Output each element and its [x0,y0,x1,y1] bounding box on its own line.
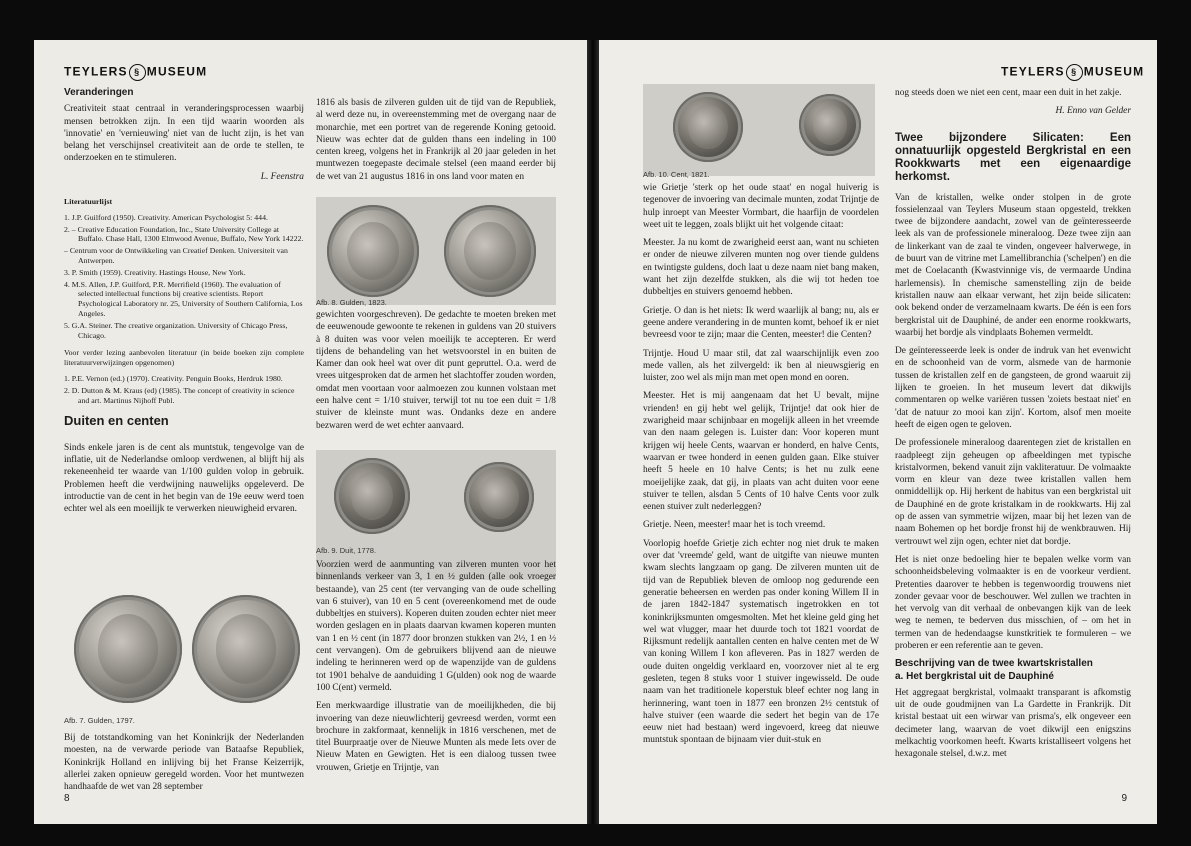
right-page [599,40,1157,824]
cent-1821-obverse-image [673,92,743,162]
article-title: Duiten en centen [64,413,169,429]
reference-item: 4. M.S. Allen, J.P. Guilford, P.R. Merrifield (1960). The evaluation of selected intellectual functions bij creative scientists. Report Psychological Laboratory nr. 25, University of Southern California, Los Angeles. [64,279,303,319]
article-paragraph: Het aggregaat bergkristal, volmaakt transparant is afkomstig uit de oude goudmijnen van La Gardette in Frankrijk. Dit kristal bestaat uit een wirwar van prisma's, elk ongeveer een decimeter lang, waarvan de voet dikwijl een enigszins melkachtig voorkomen heeft. Kwarts kristalliseert volgens het hexagonale stelsel, d.w.z. met [895,687,1131,760]
dialogue-paragraph: Grietje. Neen, meester! maar het is toch vreemd. [643,520,826,531]
gulden-1797-reverse-image [192,595,300,703]
dialogue-paragraph: Grietje. O dan is het niets: Ik werd waarlijk al bang; nu, als er geene andere verandering in de munten komt, behoef ik er niet bevreesd voor te zijn; maar die Centen, meester! die Centen? [643,305,879,341]
left-column [64,87,304,522]
logo-emblem-icon: § [1066,64,1083,81]
reference-item: 1. J.P. Guilford (1950). Creativity. American Psychologist 5: 444. [64,212,268,222]
section-title: Veranderingen [64,87,134,98]
reference-list [64,213,304,341]
reference-item: – Centrum voor de Ontwikkeling van Creatief Denken. Universiteit van Antwerpen. [64,246,288,266]
article-paragraph: wie Grietje 'sterk op het oude staat' en nogal huiverig is tegenover de invoering van decimale munten, zodat Trijntje de hulp inroept van Meester Vormbart, die haarfijn de voordelen weet uit te leggen, zoals blijkt uit het volgende citaat: [643,183,879,230]
subheading: a. Het bergkristal uit de Dauphiné [895,670,1054,682]
article-paragraph: Voorzien werd de aanmunting van zilveren munten voor het binnenlands verkeer van 3, 1 en ½ gulden (alle ook vroeger bestaande), van 25 cent (ter vervanging van de oude schelling van 6 stuiver), van 10 en 5 cent (overeenkomend met de oude dubbeltjes en stuivers). Koperen duiten zouden echter niet meer worden geslagen en in plaats daarvan kwamen koperen munten van 1 en ½ cent (in 1877 door bronzen stukken van 2½, 1 en ½ cent vervangen). Om de gebruikers blijvend aan de nieuwe indeling te herinneren werd op de wapenzijde van de guldens tot 1901 behalve de aanduiding 1 G(ulden) ook nog de waarde 100 C(ent) vermeld. [316,560,556,693]
figure-9-caption: Afb. 9. Duit, 1778. [316,546,377,555]
duit-1778-reverse-image [464,462,534,532]
further-reading-item: 2. D. Dutton & M. Kraus (ed) (1985). The concept of creativity in science and art. Martinus Nijhoff Publ. [64,385,295,405]
author-signature: L. Feenstra [260,171,304,182]
article-paragraph: Sinds enkele jaren is de cent als muntstuk, tengevolge van de inflatie, uit de Nederlandse omloop verdwenen, al blijft hij als rekeneenheid ter waarde van 1/100 gulden volop in gebruik. Problemen heeft die verdwijning nauwelijks opgeleverd. De introductie van de cent in het begin van de 19e eeuw werd toen echter wel als een moeilijk te verwerken nieuwigheid ervaren. [64,442,304,515]
gulden-1823-portrait-image [327,205,419,297]
right-column-middle [316,309,556,438]
article-paragraph: nog steeds doen we niet een cent, maar een duit in het zakje. [895,88,1122,98]
dialogue-paragraph: Meester. Het is mij aangenaam dat het U bevalt, mijne vrienden! en gij hebt wel gelijk, Trijntje! dat ook hier de zwarigheid maar schijnbaar en mogelijk alleen in het vreemde van den naam gelegen is. Luister dan: Voor koperen munt krijgen wij heele Cents, waarvan er honderd, en halve Cents, waarvan er twee honderd in eenen gulden gaan. Elke stuiver heeft 5 heele en 10 halve Cents; is het nu zulk eene moeijelijke zaak, dat gij, in plaats van acht duiten voor eene stuiver te tellen, alsdan 5 Cents of 10 halve Cents voor zulk eenen stuiver zult nederleggen? [643,391,879,513]
gulden-1823-arms-image [444,205,536,297]
figure-10-caption: Afb. 10. Cent, 1821. [643,170,710,179]
figure-8-caption: Afb. 8. Gulden, 1823. [316,298,387,307]
gulden-1797-obverse-image [74,595,182,703]
article-paragraph: De geïnteresseerde leek is onder de indruk van het evenwicht en de schoonheid van de vorm, alsmede van de harmonie tussen de kristallen zelf en de gangsteen, de grond waaruit zij lijken te groeien. In het museum levert dat dikwijls commentaren op welke variëren tussen 'zoiets bestaat niet' en 'dat de natuur zo mooi kan zijn'. Kortom, alsof men moeite heeft de eigen ogen te geloven. [895,346,1131,430]
article-paragraph: Bij de totstandkoming van het Koninkrijk der Nederlanden moesten, na de verwarde periode van Bataafse Republiek, Koninkrijk Holland en inlijving bij het Franse Keizerrijk, allerlei zaken opnieuw geregeld worden. Voor het muntwezen handhaafde de wet van 28 september [64,733,304,793]
left-page [34,40,587,824]
article-title: Twee bijzondere Silicaten: Een onnatuurlijk opgesteld Bergkristal en een Rookkwarts met een eigenaardige herkomst. [895,131,1131,183]
logo-emblem-icon: § [129,64,146,81]
dialogue-paragraph: Trijntje. Houd U maar stil, dat zal waarschijnlijk even zoo mede vallen, als het zilvergeld: ik ben al nieuwsgierig en luister, zoo wel als mijn man met open mond en ooren. [643,348,879,384]
right-column-top [316,97,556,189]
cent-1821-reverse-image [799,94,861,156]
literature-heading: Literatuurlijst [64,197,113,207]
logo-text-right: MUSEUM [146,64,208,79]
reference-item: 3. P. Smith (1959). Creativity. Hastings House, New York. [64,267,246,277]
museum-logo [64,64,207,81]
article-paragraph: gewichten voorgeschreven). De gedachte te moeten breken met de eeuwenoude gewoonte te rekenen in guldens van 20 stuivers à 8 duiten was voor velen moeilijk te accepteren. Er werd tijdens de behandeling van het wetsvoorstel in en buiten de Kamer dan ook heel wat over dit punt gepruttel. O.a. werd de vrees uitgesproken dat de armen het slachtoffer zouden worden, omdat men voortaan voor aalmoezen zou kunnen volstaan met een halve cent = 1/10 stuiver, terwijl tot nu toe een duit = 1/8 stuiver de kleinste munt was. Ondanks deze en andere bezwaren werd de wet echter aanvaard. [316,310,556,431]
duit-1778-obverse-image [334,458,410,534]
figure-7-caption: Afb. 7. Gulden, 1797. [64,716,135,725]
article-paragraph: Van de kristallen, welke onder stolpen in de grote fossielenzaal van Teylers Museum staan opgesteld, trekken twee de bijzondere aandacht, zowel van de geïnteresseerde leek als van de professionele mineraloog. Deze twee zijn aan de linkerkant van de zaal te vinden, ongeveer halverwege, in de buurt van de vitrine met Lamellibranchia ('schelpen') en die met de Coelacanth (Kwastvinnige vis, de vermaarde Undina harlemensis). In chemische samenstelling zijn de beide kristallen nauw aan elkaar verwant, het zijn beide silicaten: ook bekend onder de verzamelnaam kwarts. De één is een fors bergkristal uit de Dauphiné, de ander een enorme rookkwarts, waarbij het bordje als vindplaats Bohemen vermeldt. [895,192,1131,338]
article-paragraph: Een merkwaardige illustratie van de moeilijkheden, die bij invoering van deze nieuwlichterij gevreesd werden, vormt een brochure in zakformaat, kennelijk in 1816 verschenen, met de titel Buurpraatje over de Nieuwe Munten als mede Iets over de Nieuw Maten en Gewigten. Het is een dialoog tussen twee vrouwen, Grietje en Trijntje, van [316,701,556,773]
right-page-left-column [643,182,879,753]
page-number-left: 8 [64,793,70,804]
logo-text-right: MUSEUM [1083,64,1145,79]
book-gutter [587,40,599,824]
page-number-right: 9 [1121,793,1127,804]
logo-text-left: TEYLERS [1001,64,1065,79]
logo-text-left: TEYLERS [64,64,128,79]
intro-paragraph: Creativiteit staat centraal in veranderingsprocessen waarbij mensen betrokken zijn. In een tijd waarin woorden als 'innovatie' en 'vernieuwing' niet van de lucht zijn, is het van belang het verschijnsel creativiteit aan de orde te stellen, te onderzoeken en te stimuleren. [64,104,304,164]
museum-logo [1001,64,1144,81]
reference-item: 5. G.A. Steiner. The creative organization. University of Chicago Press, Chicago. [64,320,288,340]
further-reading-list [64,374,304,405]
right-column-bottom [316,559,556,780]
dialogue-paragraph: Meester. Ja nu komt de zwarigheid eerst aan, want nu schieten er onder de nieuwe zilveren munten nog over tiende guldens en twintigste guldens, doch laat u deze naam niet bang maken, want het zijn dezelfde stukken, als die wij tot heden toe dubbeltjes en stuivers genoemd hebben. [643,238,879,298]
reference-item: 2. – Creative Education Foundation, Inc., State University College at Buffalo. Chase Hall, 1300 Elmwood Avenue, Buffalo, New York 14222. [64,224,304,244]
right-page-right-column [895,87,1131,767]
further-reading-heading: Voor verder lezing aanbevolen literatuur (in beide boeken zijn complete literatuurverwijzingen opgenomen) [64,348,304,368]
left-column-bottom [64,732,304,799]
author-signature: H. Enno van Gelder [1055,106,1131,117]
article-paragraph: 1816 als basis de zilveren gulden uit de tijd van de Republiek, al werd deze nu, in overeenstemming met de overgang naar de monarchie, met een portret van de regerende Koning getooid. Nieuw was echter dat de gulden thans een indeling in 100 centen kreeg, volgens het in Frankrijk al 20 jaar geleden in het muntwezen toegepaste decimale stelsel (een maand eerder bij de wet van 21 augustus 1816 in ons land voor maten en [316,98,556,182]
article-paragraph: Het is niet onze bedoeling hier te bepalen welke vorm van schoonheidsbeleving volmaakter is en de voorkeur verdient. Pretenties daarover te hebben is tegenwoordig trouwens niet zonder gevaar voor de beschouwer. Wel zullen we trachten in het vervolg van dit verhaal de onbevangen kijk van de leek weg te nemen, te bederven dus misschien, of – om het in termen van de hedendaagse kunstkritiek te formuleren – we proberen er een referentie aan te geven. [895,554,1131,651]
subheading: Beschrijving van de twee kwartskristallen [895,658,1093,670]
article-paragraph: De professionele mineraloog daarentegen ziet de kristallen en raadpleegt zijn geheugen op afbeeldingen met typische kristalvormen, bekend vanuit zijn vakliteratuur. De volmaakte vorm en kleur van deze twee kristallen vallen hem onmiddellijk op. Hij herkent de habitus van een bergkristal uit de Dauphiné en de grote kristalkam in de rookkwarts. Hij zal op de assen van symmetrie wijzen, maar bij het lezen van de naam Bohemen op het bordje fronst hij de wenkbrauwen. Hij vertrouwt wel zijn ogen, echter niet dat bordje. [895,438,1131,547]
further-reading-item: 1. P.E. Vernon (ed.) (1970). Creativity. Penguin Books, Herdruk 1980. [64,374,283,384]
article-paragraph: Voorlopig hoefde Grietje zich echter nog niet druk te maken over dat 'vreemde' geld, want de uitgifte van nieuwe munten kwam slechts langzaam op gang. De zilveren munten uit de tijd van de Republiek bleven de omloop nog gedurende een generatie beheersen en werden pas onder koning Willem II in de jaren 1842-1847 systematisch ingetrokken en tot koninkrijksmunten omgesmolten. Met het kleine geld ging het wel wat vlugger, maar het duurde toch tot 1821 voordat de Rijksmunt redelijk aantallen centen en halve centen met de W van koning Willem I kon afleveren. Pas in 1827 werden de oude duiten ongeldig verklaard en, voorzover niet al te erg gesleten, tegen 8 stuks voor 1 stuiver ingewisseld. De oude naam van het traditionele koperstuk bleef echter nog lang in herinnering, want toen in 1877 een bronzen 2½ centstuk of halve stuiver (een waarde die sedert het begin van de 17e eeuw niet had bestaan) werd ingevoerd, kreeg dat nieuwe muntstuk spontaan de bijnaam vier duit-stuk en [643,538,879,746]
